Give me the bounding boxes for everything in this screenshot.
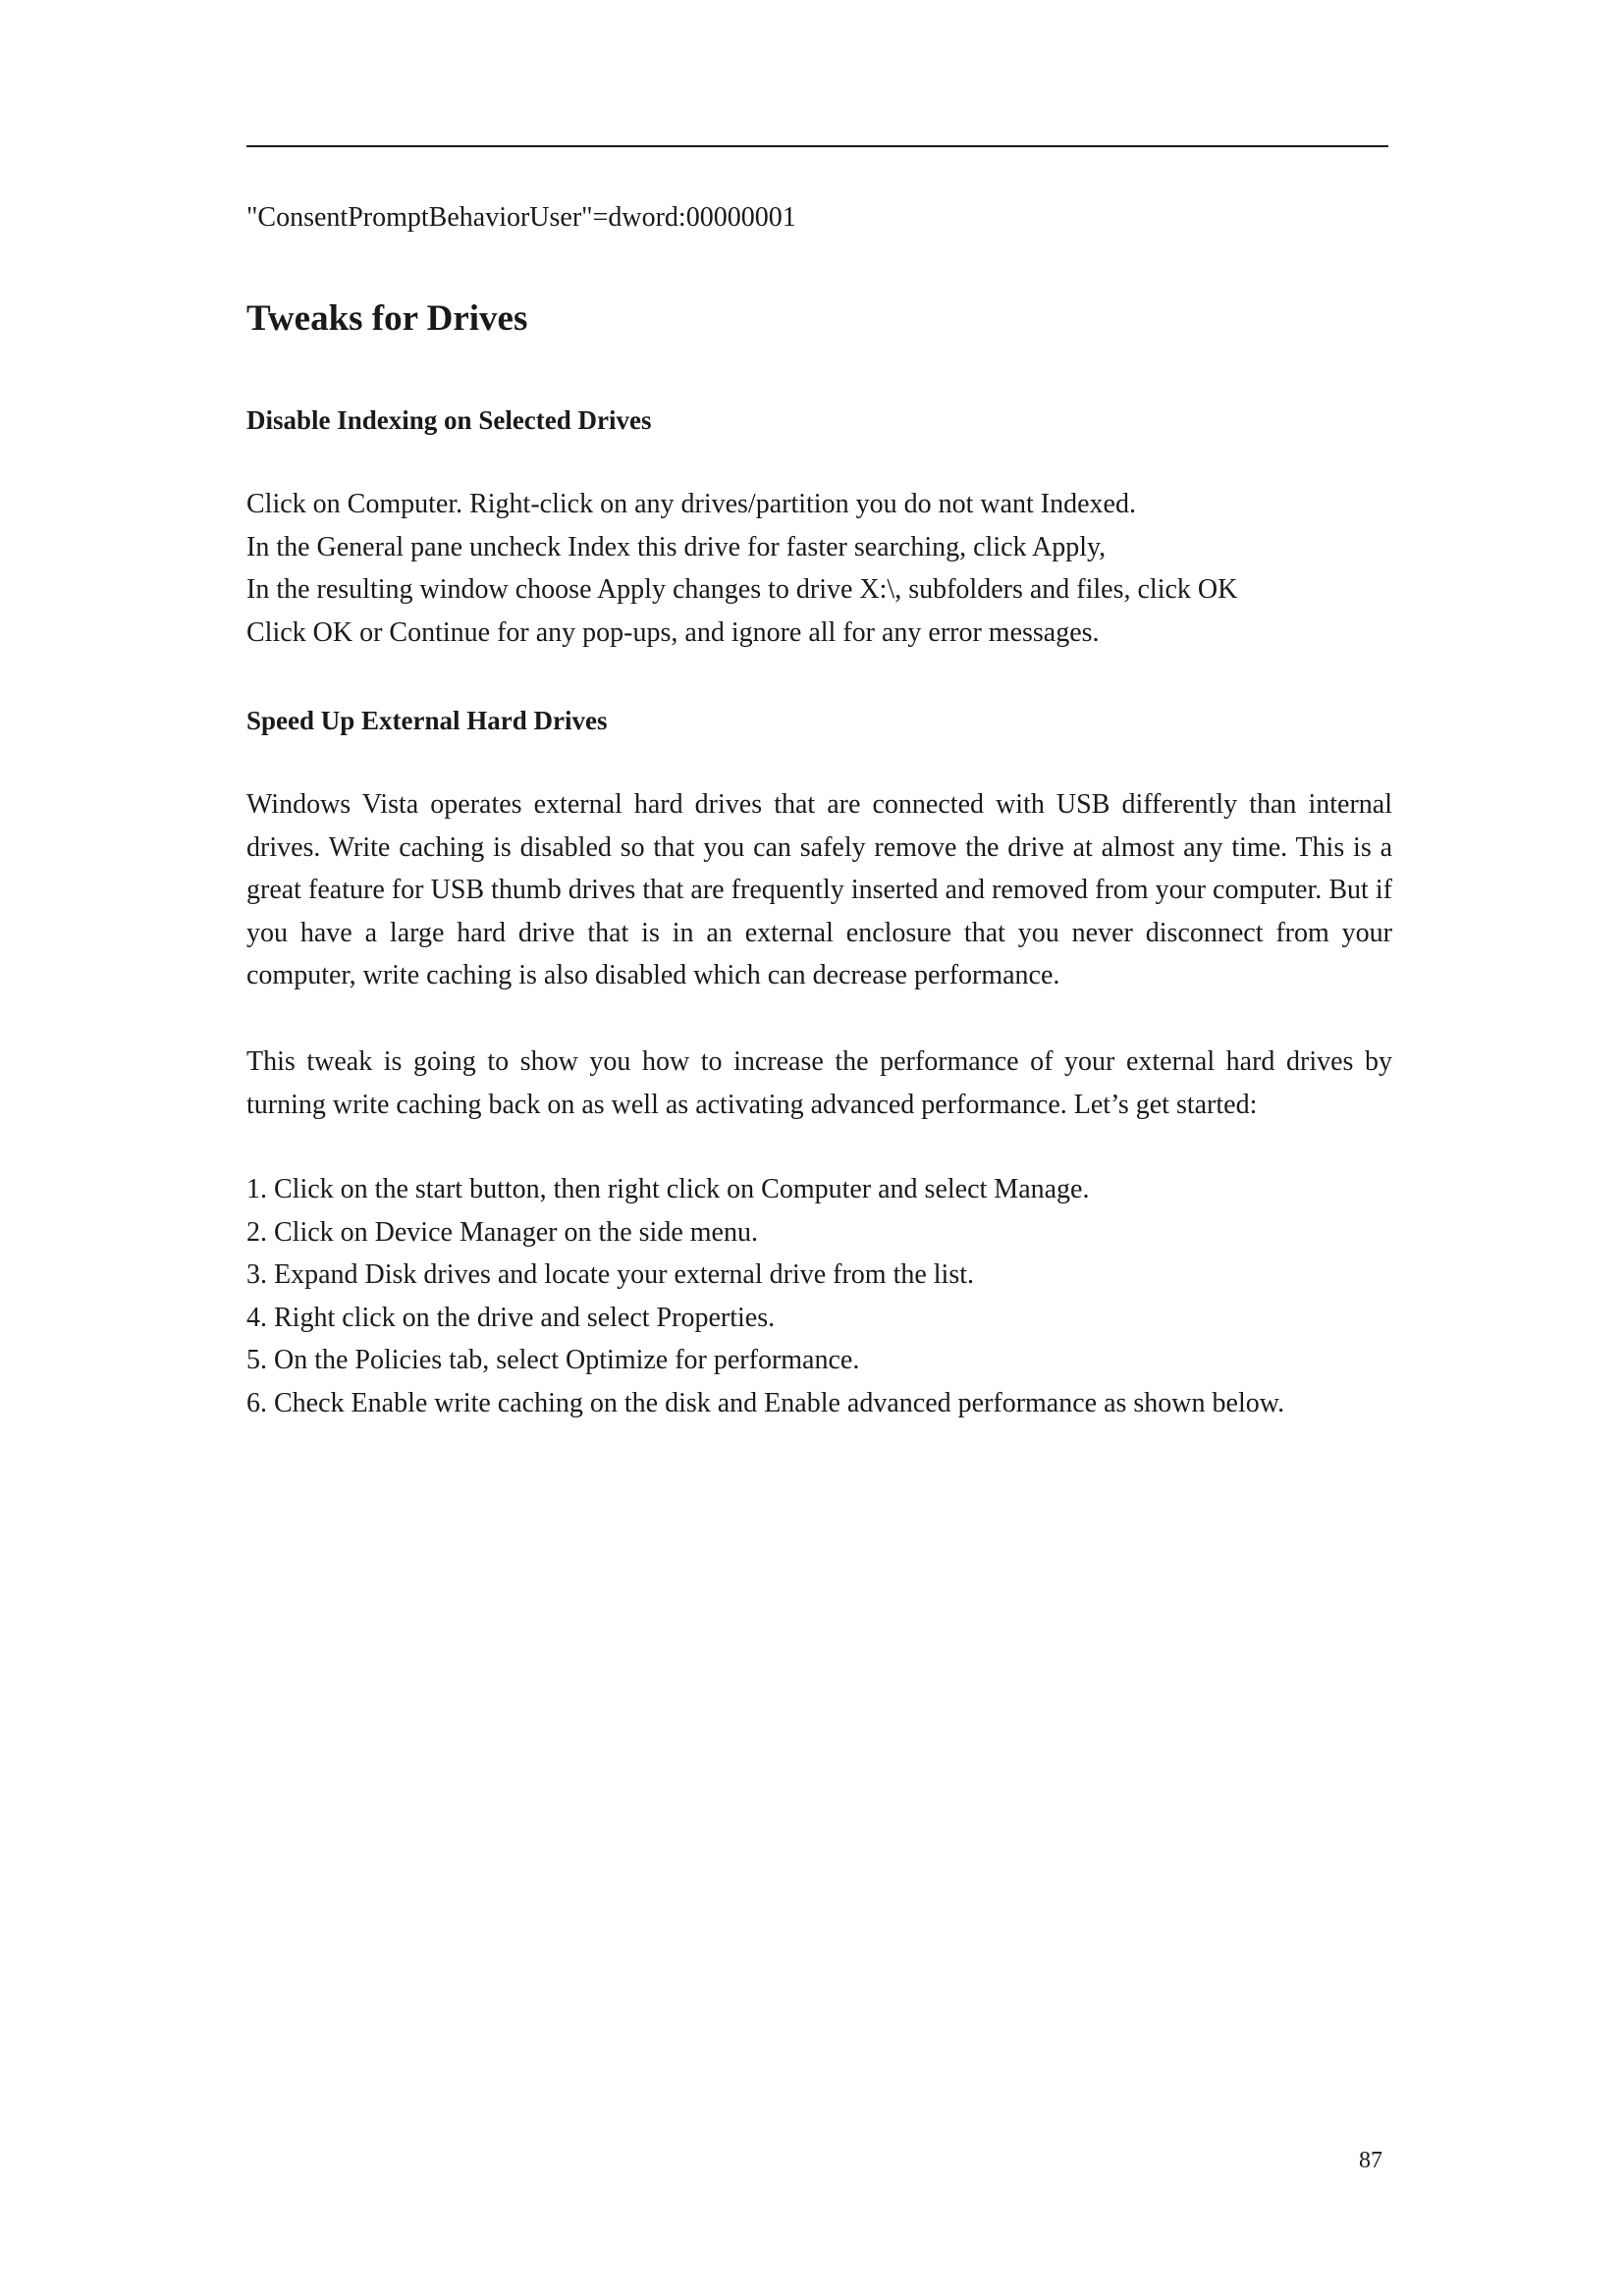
- registry-line: "ConsentPromptBehaviorUser"=dword:00000001: [246, 202, 796, 233]
- step-item: 4. Right click on the drive and select Properties.: [246, 1302, 776, 1333]
- body-paragraph: Windows Vista operates external hard drives that are connected with USB differently than internal drives. Write caching is disabled so that you can safely remove the drive at almost any time. This is a great feature for USB thumb drives that are frequently inserted and removed from your computer. But if you have a large hard drive that is in an external enclosure that you never disconnect from your computer, write caching is also disabled which can decrease performance.: [246, 789, 1392, 991]
- speed-up-paragraph-2: [246, 1041, 1392, 1126]
- step-item: 6. Check Enable write caching on the disk and Enable advanced performance as shown below.: [246, 1387, 1285, 1418]
- instruction-line: In the resulting window choose Apply changes to drive X:\, subfolders and files, click OK: [246, 574, 1238, 606]
- step-item: 5. On the Policies tab, select Optimize for performance.: [246, 1345, 860, 1376]
- step-item: 2. Click on Device Manager on the side menu.: [246, 1216, 758, 1248]
- section-title: Tweaks for Drives: [246, 298, 528, 339]
- speed-up-paragraph-1: [246, 783, 1392, 997]
- step-item: 1. Click on the start button, then right click on Computer and select Manage.: [246, 1174, 1090, 1204]
- step-item: 3. Expand Disk drives and locate your external drive from the list.: [246, 1259, 975, 1291]
- body-paragraph: This tweak is going to show you how to increase the performance of your external hard drives by turning write caching back on as well as activating advanced performance. Let’s get started:: [246, 1046, 1392, 1120]
- instruction-line: Click OK or Continue for any pop-ups, and ignore all for any error messages.: [246, 616, 1100, 648]
- page-content: [246, 196, 1392, 1418]
- instruction-line: Click on Computer. Right-click on any drives/partition you do not want Indexed.: [246, 489, 1136, 519]
- steps-list: [246, 1168, 1392, 1425]
- page-number: 87: [1359, 2148, 1382, 2173]
- subsection-title-speed-up-drives: Speed Up External Hard Drives: [246, 706, 608, 735]
- disable-indexing-instructions: [246, 483, 1392, 654]
- subsection-title-disable-indexing: Disable Indexing on Selected Drives: [246, 405, 652, 435]
- header-rule: [246, 145, 1388, 147]
- instruction-line: In the General pane uncheck Index this drive for faster searching, click Apply,: [246, 531, 1107, 562]
